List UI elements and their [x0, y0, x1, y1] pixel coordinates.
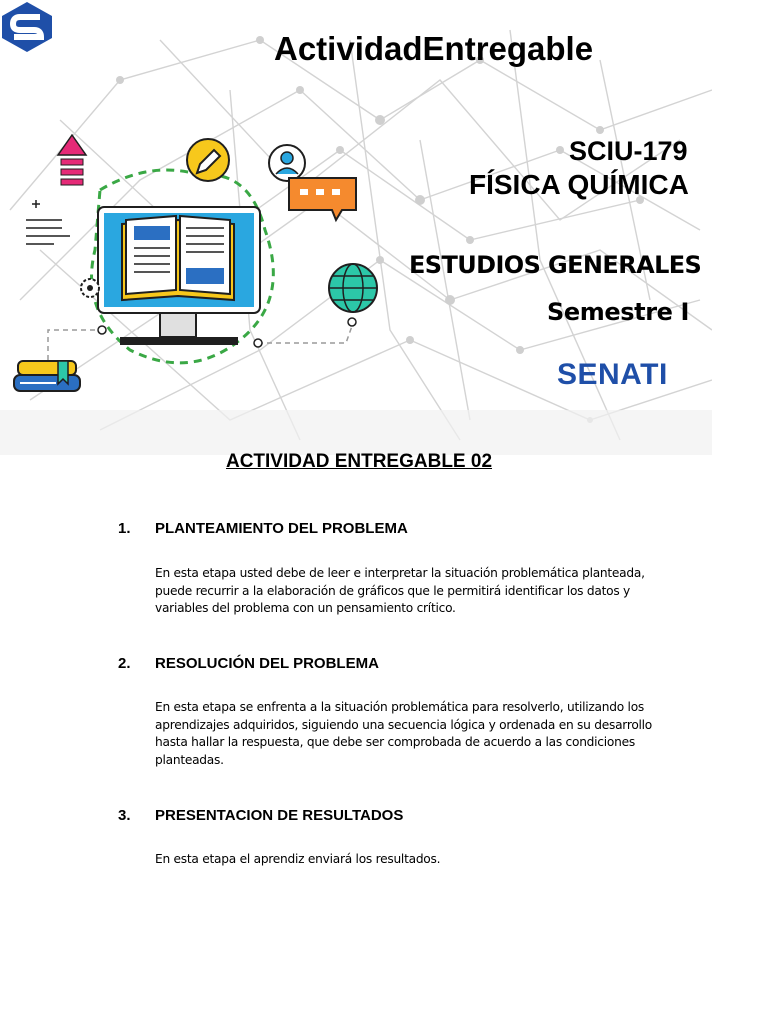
section-number: 1. [118, 520, 131, 537]
gear-icon [81, 279, 99, 297]
arrow-up-icon [58, 135, 86, 185]
body-line: En esta etapa el aprendiz enviará los resultados. [155, 852, 441, 866]
activity-title: ACTIVIDAD ENTREGABLE 02 [225, 451, 493, 472]
section-title: PRESENTACION DE RESULTADOS [155, 807, 404, 824]
section-body [155, 565, 655, 618]
body-line: variables del problema con un pensamiento crítico. [155, 601, 456, 615]
body-line: planteadas. [155, 752, 224, 767]
program-name: ESTUDIOS GENERALES [409, 251, 702, 279]
document-lines-icon [26, 200, 70, 244]
section-body [155, 851, 655, 869]
body-line: En esta etapa se enfrenta a la situación problemática para resolverlo, utilizando los [155, 700, 644, 714]
globe-icon [329, 264, 377, 326]
course-code: SCIU-179 [569, 136, 688, 166]
body-line: En esta etapa usted debe de leer e interpretar la situación problemática planteada, [155, 566, 645, 580]
semester-label: Semestre I [547, 298, 690, 326]
senati-logo-text: SENATI [557, 358, 668, 391]
body-line: hasta hallar la respuesta, que debe ser comprobada de acuerdo a las condiciones [155, 735, 635, 749]
section-body [155, 699, 655, 769]
document-title: ActividadEntregable [274, 30, 594, 67]
pencil-icon [187, 139, 229, 181]
senati-logo-icon [0, 0, 190, 54]
section-number: 3. [118, 807, 131, 824]
body-line: aprendizajes adquiridos, siguiendo una secuencia lógica y ordenada en su desarrollo [155, 717, 653, 732]
section-number: 2. [118, 655, 131, 672]
cover-header [0, 0, 768, 455]
course-name: FÍSICA QUÍMICA [469, 169, 689, 200]
section-title: PLANTEAMIENTO DEL PROBLEMA [155, 520, 408, 537]
books-stack-icon [14, 361, 80, 391]
body-line: puede recurrir a la elaboración de gráficos que le permitirá identificar los datos y [155, 583, 631, 598]
section-title: RESOLUCIÓN DEL PROBLEMA [155, 655, 379, 672]
